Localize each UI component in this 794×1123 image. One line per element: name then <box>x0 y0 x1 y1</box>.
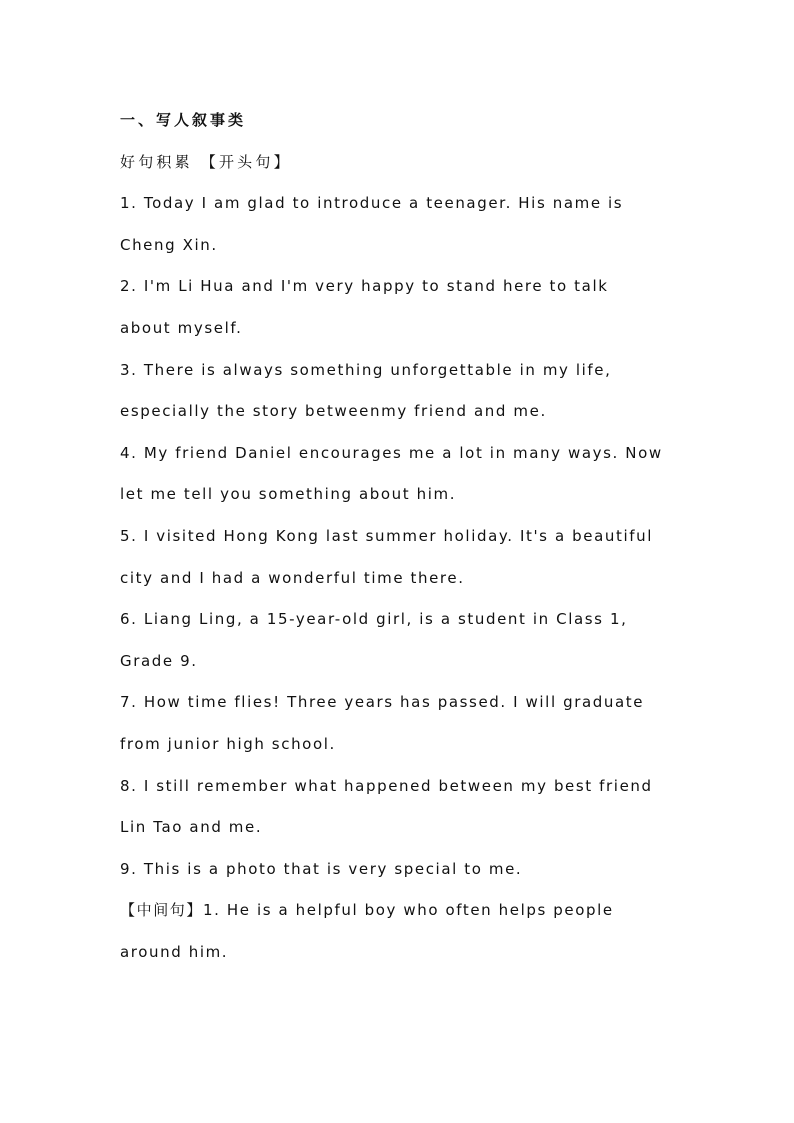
text-line: 【中间句】1. He is a helpful boy who often helps people <box>120 901 614 920</box>
text-line: 6. Liang Ling, a 15-year-old girl, is a student in Class 1, <box>120 610 628 629</box>
text-line: 5. I visited Hong Kong last summer holiday. It's a beautiful <box>120 526 653 545</box>
text-line: city and I had a wonderful time there. <box>120 568 465 587</box>
document-body <box>120 100 680 973</box>
text-line: Grade 9. <box>120 651 198 670</box>
text-line: 4. My friend Daniel encourages me a lot in many ways. Now <box>120 443 663 462</box>
text-line: let me tell you something about him. <box>120 485 457 504</box>
text-line: about myself. <box>120 318 243 337</box>
text-line: especially the story betweenmy friend and me. <box>120 402 547 421</box>
section-subheading: 好句积累 【开头句】 <box>120 152 292 171</box>
text-line: from junior high school. <box>120 734 336 753</box>
text-line: 7. How time flies! Three years has passed. I will graduate <box>120 693 645 712</box>
text-line: 3. There is always something unforgettable in my life, <box>120 360 612 379</box>
text-line: 1. Today I am glad to introduce a teenager. His name is <box>120 194 624 213</box>
text-line: 2. I'm Li Hua and I'm very happy to stand here to talk <box>120 277 609 296</box>
section-heading: 一、写人叙事类 <box>120 111 247 129</box>
text-line: around him. <box>120 942 229 961</box>
text-line: Cheng Xin. <box>120 235 218 254</box>
text-line: 9. This is a photo that is very special to me. <box>120 859 523 878</box>
text-line: Lin Tao and me. <box>120 818 263 837</box>
text-line: 8. I still remember what happened between my best friend <box>120 776 653 795</box>
